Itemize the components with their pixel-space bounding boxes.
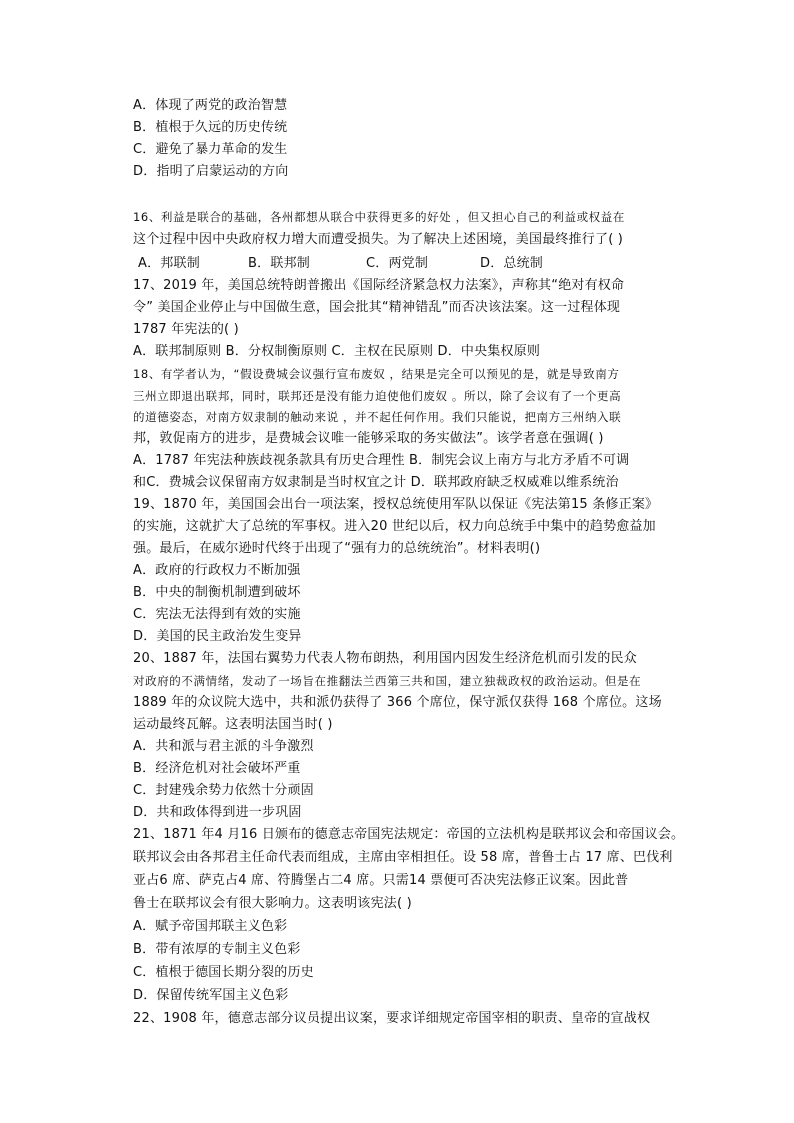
q19-option-b: B．中央的制衡机制遭到破坏 <box>133 585 301 600</box>
q19-stem-line: 强。最后，在威尔逊时代终于出现了“强有力的总统统治”。材料表明() <box>133 541 541 556</box>
q20-option-b: B．经济危机对社会破坏严重 <box>133 761 301 776</box>
q21-stem-line: 亚占6 席、萨克占4 席、符腾堡占二4 席。只需14 票便可否决宪法修正议案。因此普 <box>133 873 629 888</box>
q21-option-d: D．保留传统军国主义色彩 <box>133 988 289 1003</box>
q16-stem-line: 16、利益是联合的基础，各州都想从联合中获得更多的好处 ，但又担心自己的利益或权益在 <box>133 210 625 224</box>
q17-stem-line: 1787 年宪法的( ) <box>133 322 239 337</box>
q16-option-d: D．总统制 <box>480 256 544 271</box>
q17-options: A．联邦制原则 B．分权制衡原则 C．主权在民原则 D．中央集权原则 <box>133 344 541 359</box>
q18-options-line: A．1787 年宪法种族歧视条款具有历史合理性 B．制宪会议上南方与北方矛盾不可调 <box>133 453 630 468</box>
q19-option-a: A．政府的行政权力不断加强 <box>133 563 301 578</box>
q20-stem-line: 20、1887 年，法国右翼势力代表人物布朗热，利用国内因发生经济危机而引发的民众 <box>133 651 637 666</box>
q19-stem-line: 19、1870 年，美国国会出台一项法案，授权总统使用军队以保证《宪法第15 条修正案》 <box>133 497 659 512</box>
q18-options-line: 和C．费城会议保留南方奴隶制是当时权宜之计 D．联邦政府缺乏权威难以维系统治 <box>133 475 619 490</box>
q20-option-a: A．共和派与君主派的斗争激烈 <box>133 739 314 754</box>
q21-option-a: A．赋予帝国邦联主义色彩 <box>133 919 288 934</box>
q21-stem-line: 联邦议会由各邦君主任命代表而组成，主席由宰相担任。设 58 席，普鲁士占 17 席、巴伐利 <box>133 850 673 865</box>
q20-stem-line: 1889 年的众议院大选中，共和派仍获得了 366 个席位，保守派仅获得 168 个席位。这场 <box>133 695 662 710</box>
q18-stem-line: 的道德姿态，对南方奴隶制的触动来说 ，并不起任何作用。我们只能说，把南方三州纳入联 <box>133 410 622 424</box>
q16-option-c: C．两党制 <box>366 256 429 271</box>
q21-stem-line: 21、1871 年4 月16 日颁布的德意志帝国宪法规定：帝国的立法机构是联邦议会和帝国议会。 <box>133 827 685 842</box>
q21-stem-line: 鲁士在联邦议会有很大影响力。这表明该宪法( ) <box>133 896 412 911</box>
q15-option-b: B．植根于久远的历史传统 <box>133 120 288 135</box>
q15-option-d: D．指明了启蒙运动的方向 <box>133 164 289 179</box>
q19-stem-line: 的实施，这就扩大了总统的军事权。进入20 世纪以后，权力向总统手中集中的趋势愈益加 <box>133 519 656 534</box>
q20-option-c: C．封建残余势力依然十分顽固 <box>133 783 314 798</box>
q22-stem-line: 22、1908 年，德意志部分议员提出议案，要求详细规定帝国宰相的职责、皇帝的宣战权 <box>133 1011 651 1026</box>
q20-stem-line: 对政府的不满情绪，发动了一场旨在推翻法兰西第三共和国，建立独裁政权的政治运动。但是在 <box>133 674 642 688</box>
q18-stem-line: 18、有学者认为，“假设费城会议强行宣布废奴 ，结果是完全可以预见的是，就是导致南方 <box>133 367 620 381</box>
q17-stem-line: 17、2019 年，美国总统特朗普搬出《国际经济紧急权力法案》，声称其“绝对有权命 <box>133 278 625 293</box>
q18-stem-line: 三州立即退出联邦，同时，联邦还是没有能力迫使他们废奴 。所以，除了会议有了一个更高 <box>133 389 622 403</box>
q20-stem-line: 运动最终瓦解。这表明法国当时( ) <box>133 717 333 732</box>
q21-option-c: C．植根于德国长期分裂的历史 <box>133 965 314 980</box>
q17-stem-line: 令” 美国企业停止与中国做生意，国会批其“精神错乱”而否决该法案。这一过程体现 <box>133 300 621 315</box>
q16-stem-line: 这个过程中因中央政府权力增大而遭受损失。为了解决上述困境，美国最终推行了( ) <box>133 232 624 247</box>
q21-option-b: B．带有浓厚的专制主义色彩 <box>133 942 301 957</box>
q15-option-c: C．避免了暴力革命的发生 <box>133 142 288 157</box>
q19-option-c: C．宪法无法得到有效的实施 <box>133 607 301 622</box>
q16-option-b: B．联邦制 <box>248 256 310 271</box>
q19-option-d: D．美国的民主政治发生变异 <box>133 629 302 644</box>
q15-option-a: A．体现了两党的政治智慧 <box>133 98 288 113</box>
q20-option-d: D．共和政体得到进一步巩固 <box>133 805 302 820</box>
q16-option-a: A．邦联制 <box>138 256 200 271</box>
q18-stem-line: 邦，敦促南方的进步，是费城会议唯一能够采取的务实做法”。该学者意在强调( ) <box>133 431 604 446</box>
